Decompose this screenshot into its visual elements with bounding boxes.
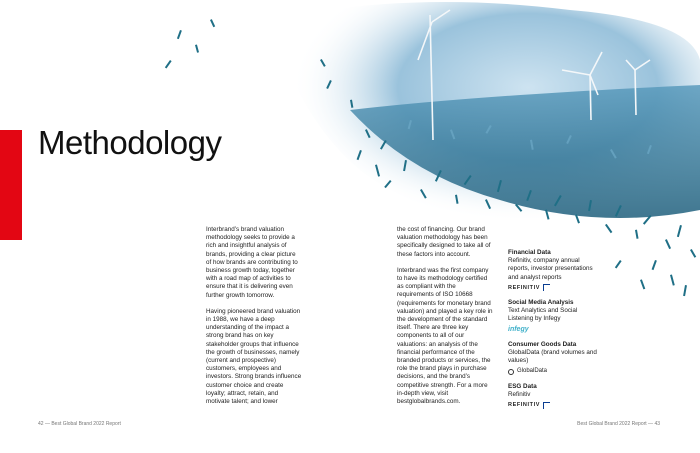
data-sources-sidebar [508, 249, 600, 416]
source-consumer-goods [508, 341, 600, 376]
globaldata-wordmark: GlobalData [517, 368, 548, 375]
body-column-left [206, 226, 302, 414]
source-heading: Consumer Goods Data [508, 340, 577, 348]
refinitiv-mark-icon [543, 402, 550, 409]
page-title: Methodology [38, 124, 222, 161]
globaldata-logo [508, 367, 600, 375]
infegy-logo-icon: infegy [508, 325, 529, 333]
source-financial-data [508, 249, 600, 292]
body-column-right [397, 226, 493, 414]
body-paragraph: Interbrand was the first company to have its methodology certified as compliant with the requirements of ISO 10668 (requirements for monetary brand valuation) and played a key role in the development of the standard itself. There are three key components to all of our valuations: an analysis of the financial performance of the branded products or services, the role the brand plays in purchase decisions, and the brand’s competitive strength. For a more in-depth view, visit bestglobalbrands.com. [397, 266, 493, 406]
source-text: Refinitiv, company annual reports, investor presentations and analyst reports [508, 257, 593, 281]
body-paragraph: Interbrand’s brand valuation methodology seeks to provide a rich and insightful analysis of brands, providing a clear picture of how brands are contributing to business growth today, together with a road map of activities to ensure that it is delivering even further growth tomorrow. [206, 226, 298, 299]
red-accent-bar [0, 130, 22, 240]
refinitiv-logo [508, 401, 600, 409]
source-text: Refinitiv [508, 390, 531, 398]
source-heading: ESG Data [508, 382, 537, 390]
infegy-logo [508, 326, 600, 334]
source-heading: Social Media Analysis [508, 299, 574, 307]
source-text: GlobalData (brand volumes and values) [508, 349, 597, 365]
globaldata-logo-icon [508, 369, 514, 375]
refinitiv-logo [508, 284, 600, 292]
refinitiv-wordmark: REFINITIV [508, 402, 540, 409]
refinitiv-wordmark: REFINITIV [508, 284, 540, 291]
source-esg-data [508, 383, 600, 410]
source-text: Text Analytics and Social Listening by Infegy [508, 307, 578, 323]
source-heading: Financial Data [508, 249, 551, 256]
source-social-media [508, 299, 600, 334]
refinitiv-mark-icon [543, 284, 550, 291]
footer-page-right: Best Global Brand 2022 Report — 43 [577, 421, 660, 427]
body-paragraph: the cost of financing. Our brand valuation methodology has been specifically designed to take all of these factors into account. [397, 226, 491, 258]
footer-page-left: 42 — Best Global Brand 2022 Report [38, 421, 121, 427]
body-paragraph: Having pioneered brand valuation in 1988, we have a deep understanding of the impact a strong brand has on key stakeholder groups that influence the growth of businesses, namely (current and prospective) customers, employees and investors. Strong brands influence customer choice and create loyalty; attract, retain, and motivate talent; and lower [206, 307, 302, 406]
